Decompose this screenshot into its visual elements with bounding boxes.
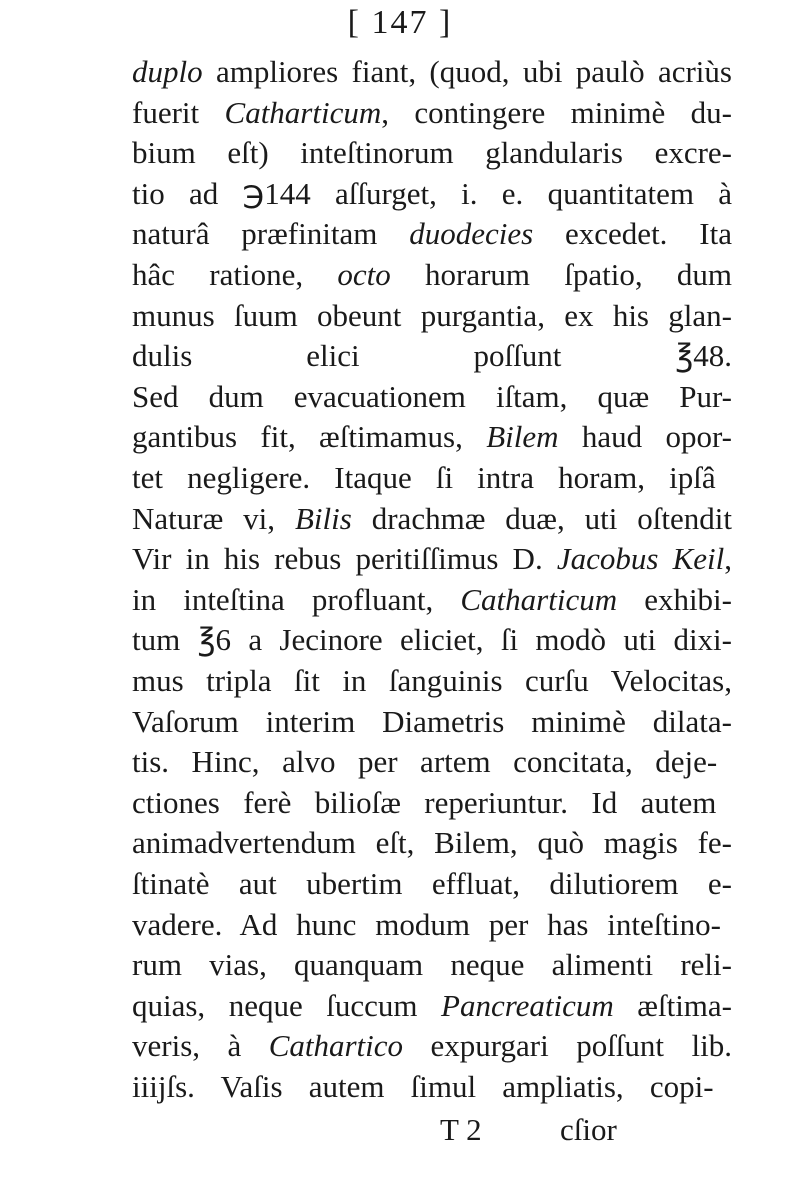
italic-phrase: Pancreaticum <box>441 987 614 1023</box>
text-line <box>132 174 732 214</box>
text-run: mus tripla ſit in ſanguinis curſu Velocitas, <box>132 663 732 698</box>
text-run: gantibus fit, æſtimamus, <box>132 419 487 455</box>
text-run: veris, à <box>132 1028 269 1064</box>
text-run: iiijſs. Vaſis autem ſimul ampliatis, copi- <box>132 1069 714 1104</box>
catchword: cſior <box>560 1112 617 1147</box>
text-line <box>132 499 732 539</box>
text-run: naturâ præfinitam <box>132 216 410 252</box>
italic-phrase: Bilem <box>486 419 559 455</box>
text-run: bium eſt) inteſtinorum glandularis excre- <box>132 135 732 171</box>
text-line <box>132 1026 732 1066</box>
text-run: horarum ſpatio, dum <box>390 257 732 292</box>
text-run: Vaſorum interim Diametris minimè dilata- <box>132 703 732 739</box>
italic-phrase: octo <box>337 257 391 292</box>
text-line <box>132 905 721 945</box>
text-run: ſtinatè aut ubertim effluat, dilutiorem e- <box>132 866 732 901</box>
text-line <box>132 620 732 660</box>
text-run: hâc ratione, <box>132 257 338 292</box>
text-line <box>132 214 732 254</box>
text-run: ctiones ferè bilioſæ reperiuntur. Id autem <box>132 784 717 820</box>
text-line <box>132 823 732 863</box>
text-run: vadere. Ad hunc modum per has inteſtino- <box>132 906 721 942</box>
text-run: drachmæ duæ, uti oſtendit <box>351 500 732 536</box>
text-line <box>132 702 732 742</box>
text-line <box>132 539 732 579</box>
italic-phrase: duplo <box>132 54 203 89</box>
text-run: exhibi- <box>617 581 732 617</box>
text-run: expurgari poſſunt lib. <box>403 1028 732 1064</box>
text-run: tet negligere. Itaque ſi intra horam, ipſâ <box>132 460 716 495</box>
text-run: ampliores fiant, (quod, ubi paulò acriùs <box>202 54 732 89</box>
italic-phrase: Catharticum <box>460 581 618 617</box>
text-line <box>132 458 716 498</box>
text-line <box>132 1067 714 1107</box>
signature-mark: T 2 <box>440 1112 482 1147</box>
text-run: tis. Hinc, alvo per artem concitata, deje- <box>132 744 718 780</box>
text-line <box>132 52 732 92</box>
text-line <box>132 417 732 457</box>
text-run: Vir in his rebus peritiſſimus D. <box>132 541 557 577</box>
text-run: rum vias, quanquam neque alimenti reli- <box>132 947 732 983</box>
text-line <box>132 93 732 133</box>
text-run: excedet. Ita <box>533 216 732 252</box>
italic-phrase: Bilis <box>294 500 352 536</box>
italic-phrase: duodecies <box>409 216 534 252</box>
text-run: Sed dum evacuationem iſtam, quæ Pur- <box>132 378 732 414</box>
text-line <box>132 661 732 701</box>
text-run: , contingere minimè du- <box>381 94 732 130</box>
text-line <box>132 377 732 417</box>
page-number: [ 147 ] <box>347 4 453 41</box>
text-run: in inteſtina profluant, <box>132 581 461 617</box>
text-line <box>132 336 732 376</box>
text-run: haud opor- <box>558 419 732 455</box>
text-run: tio ad ℈144 aſſurget, i. e. quantitatem à <box>132 175 732 211</box>
text-run: Naturæ vi, <box>132 500 295 536</box>
catchline <box>0 1112 800 1156</box>
text-line <box>132 986 732 1026</box>
text-run: animadvertendum eſt, Bilem, quò magis fe- <box>132 825 732 861</box>
text-line <box>132 296 732 336</box>
text-line <box>132 945 732 985</box>
text-line <box>132 580 732 620</box>
text-line <box>132 255 732 295</box>
text-run: munus ſuum obeunt purgantia, ex his glan- <box>132 297 732 333</box>
italic-phrase: Cathartico <box>268 1028 404 1064</box>
italic-phrase: Catharticum <box>224 94 382 130</box>
text-line <box>132 864 732 904</box>
text-run: , <box>724 541 732 577</box>
text-run: fuerit <box>132 94 225 130</box>
text-run: dulis elici poſſunt ℥48. <box>132 338 732 374</box>
text-run: æſtima- <box>613 987 732 1023</box>
text-run: quias, neque ſuccum <box>132 987 442 1023</box>
text-line <box>132 742 717 782</box>
text-line <box>132 133 732 173</box>
text-run: tum ℥6 a Jecinore eliciet, ſi modò uti dixi- <box>132 622 732 658</box>
text-line <box>132 783 716 823</box>
italic-phrase: Jacobus Keil <box>556 541 725 577</box>
